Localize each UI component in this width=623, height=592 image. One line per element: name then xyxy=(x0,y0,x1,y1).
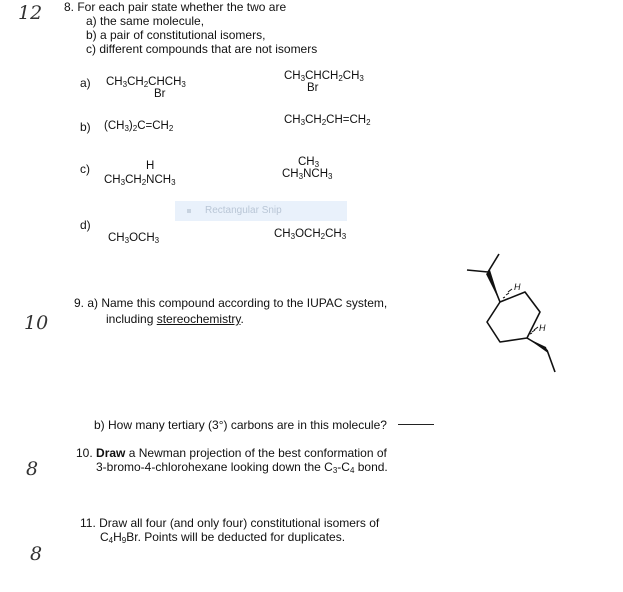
q8-option-b: b) a pair of constitutional isomers, xyxy=(86,28,266,42)
q9a-line1: 9. a) Name this compound according to the IUPAC system, xyxy=(74,296,388,310)
rectangular-snip-overlay: Rectangular Snip xyxy=(175,201,347,221)
pair-c-left: $CH_3CH_2NCH_3$ xyxy=(104,174,176,187)
score-q8: 12 xyxy=(18,2,43,24)
q10-line1-text: a Newman projection of the best conformation of xyxy=(128,446,387,460)
q8-option-c: c) different compounds that are not isomers xyxy=(86,42,318,56)
pair-b-left: $(CH_3)_2C=CH_2$ xyxy=(104,120,174,133)
h-label-top: H xyxy=(514,282,521,292)
q8-title: 8. For each pair state whether the two are xyxy=(64,0,287,14)
q9b-answer-line xyxy=(398,424,434,425)
pair-a-left-br: Br xyxy=(154,88,166,100)
q11-line1: 11. Draw all four (and only four) constitutional isomers of xyxy=(80,516,380,530)
q9a-stereochemistry: stereochemistry xyxy=(156,312,241,326)
q9b-text: b) How many tertiary (3°) carbons are in this molecule? xyxy=(94,418,387,432)
cyclohexane-structure xyxy=(455,240,585,390)
pair-d-left: $CH_3OCH_3$ xyxy=(108,232,160,245)
pair-a-left-formula: $CH_3CH_2CHCH_3$ xyxy=(106,76,186,89)
wedge-bond-2 xyxy=(527,338,548,353)
pair-b-right: $CH_3CH_2CH=CH_2$ xyxy=(284,114,371,127)
pair-d-label: d) xyxy=(80,218,91,232)
pair-c-left-h: H xyxy=(146,160,155,172)
q10-line2: 3-bromo-4-chlorohexane looking down the $C_3-C_4$ bond. xyxy=(96,460,388,475)
pair-c-right-ch3: $CH_3$ xyxy=(298,156,320,169)
q9a-period: . xyxy=(240,312,244,326)
pair-c-right: $CH_3NCH_3$ xyxy=(282,168,333,181)
score-q10: 8 xyxy=(26,458,39,480)
pair-a-right: $CH_3CHCH_2CH_3$ xyxy=(284,70,364,83)
h-label-bottom: H xyxy=(539,323,546,333)
wedge-bond xyxy=(486,270,500,302)
q10-line1 xyxy=(76,446,387,460)
pair-c-label: c) xyxy=(80,162,90,176)
pair-a-label: a) xyxy=(80,76,91,90)
score-q9: 10 xyxy=(24,312,49,334)
q9a-including: including xyxy=(106,312,154,326)
q9a-line2 xyxy=(106,312,244,326)
q11-line2: $C_4H_9Br$. Points will be deducted for duplicates. xyxy=(100,530,346,545)
q10-number: 10. xyxy=(76,446,93,460)
pair-d-right: $CH_3OCH_2CH_3$ xyxy=(274,228,347,241)
pair-b-label: b) xyxy=(80,120,91,134)
score-q11: 8 xyxy=(30,543,43,565)
pair-a-right-br: Br xyxy=(307,82,319,94)
q8-option-a: a) the same molecule, xyxy=(86,14,205,28)
pair-a-left xyxy=(106,76,186,88)
q10-draw: Draw xyxy=(96,446,126,460)
